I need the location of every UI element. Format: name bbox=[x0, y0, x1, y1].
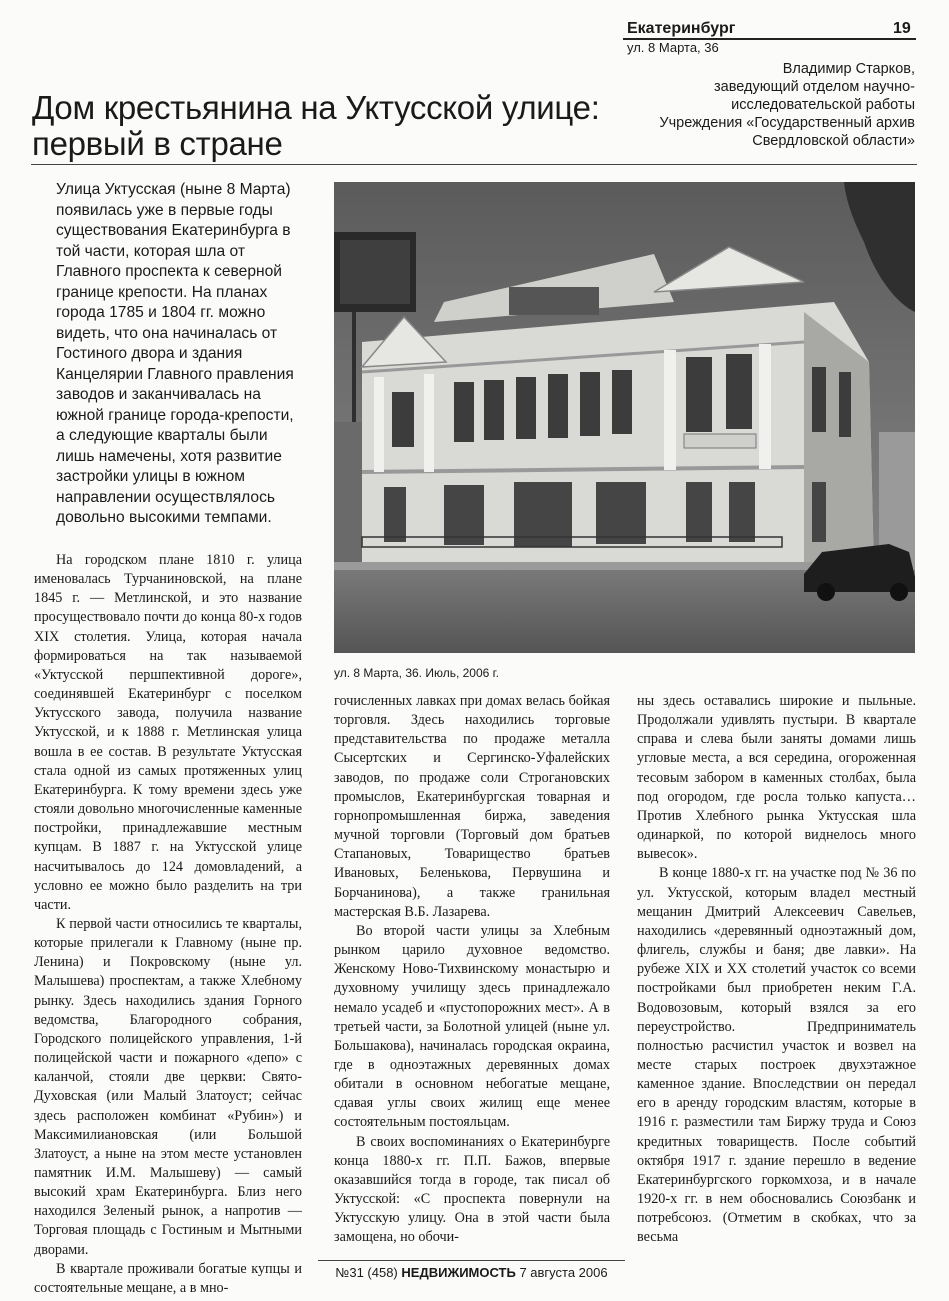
paragraph: ны здесь оставались широкие и пыльные. Продолжали удивлять пустыри. В квартале справа и слева были заняты домами лишь угловые места, а вся середина, огороженная тесовым забором в каменных столбах, была под огородом, где росла только капуста… Против Хлебного рынка Уктусская шла одинаркой, по которой виднелось много вывесок». bbox=[637, 693, 916, 863]
article-lead: Улица Уктусская (ныне 8 Марта) появилась уже в первые годы существования Екатеринбурга в той части, которая шла от Главного проспекта к северной границе крепости. На планах города 1785 и 1804 гг. можно видеть, что она начиналась от Гостиного двора и здания Канцелярии Главного правления заводов и заканчивалась на южной границе города-крепости, а следующие кварталы были лишь намечены, хотя развитие застройки улицы в южном направлении осуществлялось довольно высокими темпами. bbox=[56, 181, 294, 526]
paragraph: К первой части относились те кварталы, которые прилегали к Главному (ныне пр. Ленина) и Покровскому (ныне ул. Малышева) проспектам, а также Хлебному рынку. Здесь находились здания Горного ведомства, Благородного собрания, Городского полицейского управления, 1-й полицейской части и пожарного «депо» с каланчой, стояли две церкви: Свято-Духовская (или Малый Златоуст; сейчас здесь расположен комбинат «Рубин») и Максимилиановская (или Большой Златоуст, а ныне на этом месте установлен памятник И.М. Малышеву) — самый высокий храм Екатеринбурга. Близ него находился Зеленый рынок, а напротив — Торговая площадь с Гостиным и Мытными дворами. bbox=[34, 915, 302, 1258]
author-block bbox=[585, 60, 915, 150]
building-photo bbox=[334, 182, 915, 653]
page-number: 19 bbox=[893, 20, 911, 37]
author-line: Учреждения «Государственный архив bbox=[659, 115, 915, 131]
issue-number: №31 (458) bbox=[335, 1265, 398, 1280]
footer-rule bbox=[318, 1260, 625, 1261]
article-column-2 bbox=[334, 692, 610, 1248]
publication-name: НЕДВИЖИМОСТЬ bbox=[401, 1265, 516, 1280]
title-rule bbox=[31, 164, 917, 165]
author-line: Владимир Старков, bbox=[782, 61, 915, 77]
author-line: Свердловской области» bbox=[752, 133, 915, 149]
title-line: Дом крестьянина на Уктусской улице: bbox=[32, 89, 600, 126]
article-column-3 bbox=[637, 692, 916, 1248]
photo-caption: ул. 8 Марта, 36. Июль, 2006 г. bbox=[334, 666, 499, 680]
building-illustration bbox=[334, 182, 915, 653]
paragraph: На городском плане 1810 г. улица именовалась Турчаниновской, на плане 1845 г. — Метлинской, и это название просуществовало почти до конца 80-х годов XIX столетия. Улица, которая начала формироваться на так называемой «Уктусской першпективной дороге», соединявшей Екатеринбург с поселком Уктусского завода, получила название Уктусской, и к 1888 г. Метлинская улица вошла в ее состав. В результате Уктусская стала одной из самых протяженных улиц Екатеринбурга. К тому времени здесь уже стояли довольно многочисленные каменные постройки, принадлежавшие местным купцам. В 1887 г. на Уктусской улице насчитывалось до 124 домовладений, а условно ее можно было разделить на три части. bbox=[34, 552, 302, 913]
paragraph: Во второй части улицы за Хлебным рынком царило духовное ведомство. Женскому Ново-Тихвинскому монастырю и духовному училищу здесь принадлежало немало усадеб и «пустопорожних мест». А в третьей части, за Болотной улицей (ныне ул. Большакова), начиналась городская окраина, где в одноэтажных деревянных домах обитали в основном небогатые мещане, сдавая углы своих жилищ еще менее состоятельным постояльцам. bbox=[334, 922, 610, 1131]
title-line: первый в стране bbox=[32, 125, 283, 162]
section-city: Екатеринбург bbox=[627, 20, 736, 37]
author-line: исследовательской работы bbox=[731, 97, 915, 113]
section-address: ул. 8 Марта, 36 bbox=[627, 40, 719, 55]
paragraph: гочисленных лавках при домах велась бойкая торговля. Здесь находились торговые представительства по продаже металла Сысертских и Сергинско-Уфалейских заводов, по продаже соли Строгановских промыслов, Екатеринбургская товарная и горнопромышленная биржа, заведения мучной торговли (Торговый дом братьев Стапановых, Товарищество братьев Ивановых, Беленькова, Первушина и Борчанинова), а также гранильная мастерская В.Б. Лазарева. bbox=[334, 693, 610, 920]
article-title bbox=[32, 90, 632, 162]
paragraph: В конце 1880-х гг. на участке под № 36 по ул. Уктусской, которым владел местный мещанин Дмитрий Алексеевич Савельев, находились «деревянный одноэтажный дом, флигель, службы и баня; две лавки». На рубеже XIX и XX столетий участок со всеми постройками был приобретен неким Г.А. Водовозовым, который взялся за его переустройство. Предприниматель полностью расчистил участок и возвел на месте старых построек двухэтажное каменное здание. Впоследствии он передал его в аренду городским властям, которые в 1916 г. разместили там Биржу труда и Союз кредитных товариществ. После событий октября 1917 г. здание перешло в ведение Екатеринбургского горкомхоза, и в начале 1920-х гг. в нем обосновались Союзбанк и потребсоюз. (Отметим в скобках, что за весьма bbox=[637, 865, 916, 1246]
page-footer bbox=[318, 1265, 625, 1280]
paragraph: В своих воспоминаниях о Екатеринбурге конца 1880-х гг. П.П. Бажов, впервые оказавшийся тогда в городе, так писал об Уктусской: «С проспекта повернули на Уктусскую улицу. Она в этой части была замощена, но обочи- bbox=[334, 1133, 610, 1246]
author-line: заведующий отделом научно- bbox=[714, 79, 915, 95]
paragraph: В квартале проживали богатые купцы и состоятельные мещане, а в мно- bbox=[34, 1260, 302, 1296]
issue-date: 7 августа 2006 bbox=[519, 1265, 608, 1280]
article-column-1 bbox=[34, 551, 302, 1298]
